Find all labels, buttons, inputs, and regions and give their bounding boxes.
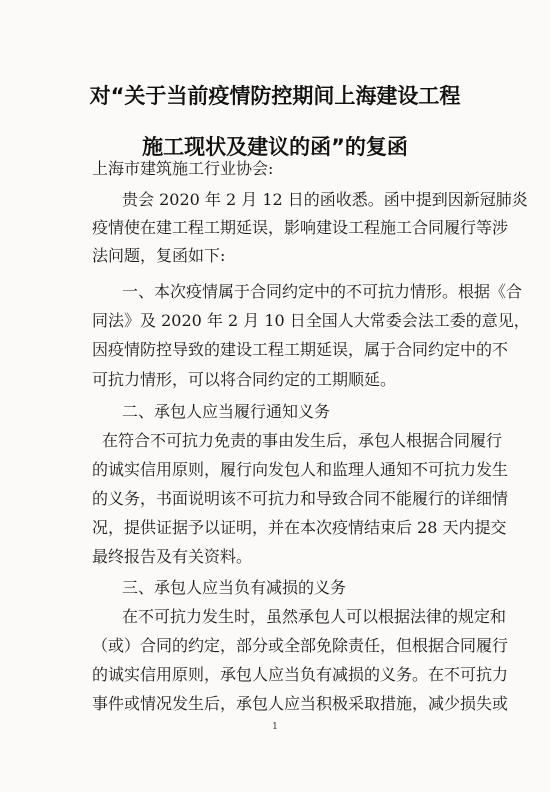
paragraph-4-line-1: 在不可抗力发生时，虽然承包人可以根据法律的规定和 (122, 607, 507, 626)
page-number: 1 (272, 722, 278, 732)
paragraph-1-line-1: 贵会 2020 年 2 月 12 日的函收悉。函中提到因新冠肺炎 (122, 190, 528, 209)
paragraph-3-line-5: 最终报告及有关资料。 (92, 547, 253, 566)
section-heading-3: 三、承包人应当负有减损的义务 (122, 578, 347, 597)
paragraph-2-line-2: 同法》及 2020 年 2 月 10 日全国人大常委会法工委的意见， (92, 311, 530, 330)
salutation: 上海市建筑施工行业协会: (92, 159, 274, 178)
paragraph-2-line-3: 因疫情防控导致的建设工程工期延误，属于合同约定中的不 (92, 340, 509, 359)
paragraph-3-line-4: 况，提供证据予以证明，并在本次疫情结束后 28 天内提交 (92, 518, 507, 537)
paragraph-3-line-1: 在符合不可抗力免责的事由发生后，承包人根据合同履行 (102, 431, 503, 450)
paragraph-3-line-3: 的义务，书面说明该不可抗力和导致合同不能履行的详细情 (92, 489, 509, 508)
paragraph-1-line-3: 法问题，复函如下: (92, 246, 226, 265)
paragraph-1-line-2: 疫情使在建工程工期延误，影响建设工程施工合同履行等涉 (92, 218, 509, 237)
document-title-line-2: 施工现状及建议的函”的复函 (142, 135, 408, 159)
paragraph-2-line-1: 一、本次疫情属于合同约定中的不可抗力情形。根据《合 (122, 282, 523, 301)
paragraph-3-line-2: 的诚实信用原则，履行向发包人和监理人通知不可抗力发生 (92, 460, 509, 479)
paragraph-4-line-2: （或）合同的约定，部分或全部免除责任，但根据合同履行 (92, 636, 509, 655)
paragraph-4-line-4: 事件或情况发生后，承包人应当积极采取措施，减少损失或 (92, 694, 509, 713)
paragraph-2-line-4: 可抗力情形，可以将合同约定的工期顺延。 (92, 370, 397, 389)
paragraph-4-line-3: 的诚实信用原则，承包人应当负有减损的义务。在不可抗力 (92, 665, 509, 684)
document-title-line-1: 对“关于当前疫情防控期间上海建设工程 (89, 84, 461, 108)
section-heading-2: 二、承包人应当履行通知义务 (122, 402, 331, 421)
